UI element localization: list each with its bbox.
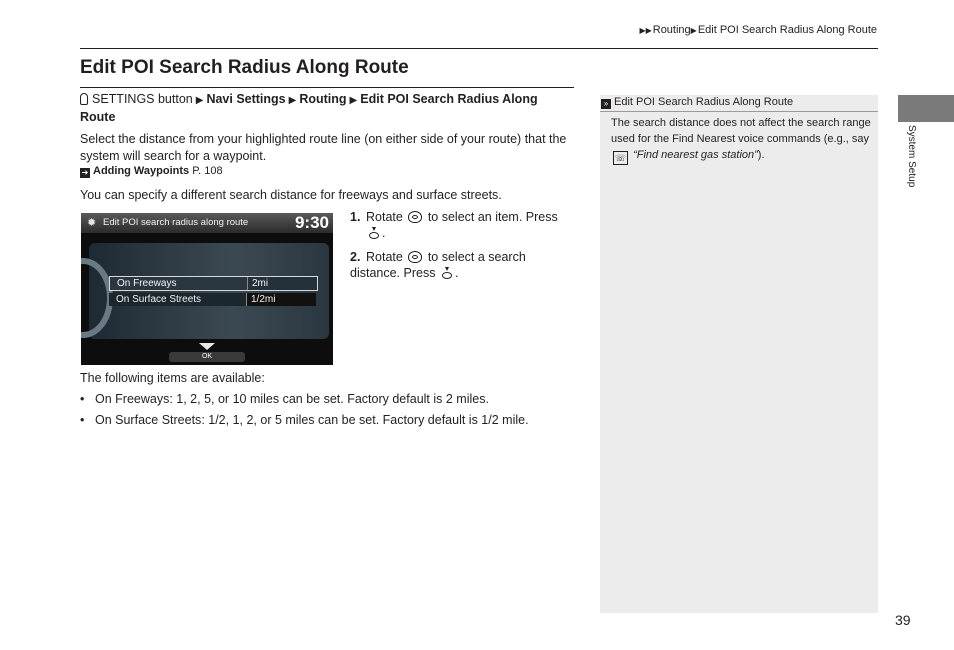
intro-paragraph: Select the distance from your highlighted route line (on either side of your route) that the system will search for a waypoint.: [80, 132, 567, 163]
step-text: to select an item. Press: [427, 210, 558, 224]
bullet-icon: •: [80, 392, 85, 406]
interface-dial-icon: [408, 211, 422, 223]
screen-row-value: 1/2mi: [246, 293, 316, 306]
step-number: 1.: [350, 210, 361, 224]
arrow-right-icon: ▶: [288, 95, 297, 106]
sidebar-heading-text: Edit POI Search Radius Along Route: [614, 96, 794, 108]
list-item: [80, 391, 574, 408]
screen-clock: 9:30: [294, 213, 329, 232]
step-text: Rotate: [366, 250, 403, 264]
screen-row-label: On Surface Streets: [116, 294, 202, 305]
item-desc: : 1/2, 1, 2, or 5 miles can be set. Factory default is 1/2 mile.: [201, 413, 529, 427]
screen-row-surface-streets: [109, 293, 316, 306]
section-tab-label: System Setup: [906, 125, 917, 188]
arrow-right-icon: ▶: [349, 95, 358, 106]
breadcrumb-item-current: Edit POI Search Radius Along Route: [697, 24, 877, 36]
press-dial-icon: [367, 227, 381, 239]
breadcrumb: [639, 24, 877, 36]
section-tab: [898, 95, 954, 122]
sidebar-text-a: The search distance does not affect the search range used for the Find Nearest voice commands (e.g., say: [611, 117, 871, 145]
xref-page: P. 108: [192, 165, 223, 177]
screen-row-label: On Freeways: [117, 278, 177, 289]
interface-dial-icon: [408, 251, 422, 263]
step-text: .: [382, 226, 386, 240]
gear-icon: ✹: [87, 217, 97, 229]
sidebar-heading: [600, 95, 878, 112]
page-number: 39: [895, 612, 911, 628]
step-number: 2.: [350, 250, 361, 264]
screen-title: Edit POI search radius along route: [103, 217, 249, 228]
nav-path-start: SETTINGS button: [92, 92, 193, 106]
step-text: .: [454, 266, 459, 280]
sidebar-text-b: ).: [757, 149, 765, 161]
step-text: Rotate: [366, 210, 403, 224]
cross-reference-link[interactable]: [80, 165, 223, 178]
home-button-icon: [80, 93, 88, 105]
bullet-icon: •: [80, 413, 85, 427]
item-desc: : 1, 2, 5, or 10 miles can be set. Factory default is 2 miles.: [169, 392, 489, 406]
press-dial-icon: [440, 267, 454, 279]
page-title: Edit POI Search Radius Along Route: [80, 57, 409, 78]
screen-panel: [89, 243, 329, 339]
step-2: [350, 249, 576, 281]
screen-row-freeways: [109, 276, 318, 291]
sidebar-note: [600, 95, 878, 613]
list-item: [80, 412, 574, 429]
title-divider: [80, 87, 574, 88]
item-term: On Surface Streets: [95, 413, 202, 427]
following-items-intro: The following items are available:: [80, 371, 265, 385]
screen-ok-label: OK: [169, 352, 245, 362]
triangle-right-icon: ▶: [690, 26, 697, 35]
header-divider: [80, 48, 878, 49]
specify-paragraph: You can specify a different search distance for freeways and surface streets.: [80, 188, 502, 202]
sidebar-text: [611, 115, 873, 165]
talk-button-icon: ☏: [614, 153, 627, 163]
note-icon: »: [601, 99, 611, 109]
item-term: On Freeways: [95, 392, 170, 406]
nav-path-navi-settings: Navi Settings: [206, 92, 286, 106]
breadcrumb-item-routing[interactable]: Routing: [652, 24, 691, 36]
cross-reference-icon: ➔: [81, 168, 89, 177]
xref-label[interactable]: Adding Waypoints: [93, 165, 190, 177]
arrow-right-icon: ▶: [195, 95, 204, 106]
nav-path-routing: Routing: [299, 92, 347, 106]
triangle-right-icon: ▶▶: [639, 26, 652, 35]
sidebar-quote: “Find nearest gas station”: [633, 149, 758, 161]
nav-path-edit-poi: Edit POI Search Radius Along Route: [80, 92, 538, 124]
screen-row-value: 2mi: [247, 277, 317, 290]
step-1: [350, 209, 576, 241]
navigation-path: [80, 91, 574, 126]
scroll-down-icon: [199, 343, 215, 350]
step-text: to select a search distance. Press: [350, 250, 526, 280]
navigation-screen-image: [81, 213, 333, 365]
